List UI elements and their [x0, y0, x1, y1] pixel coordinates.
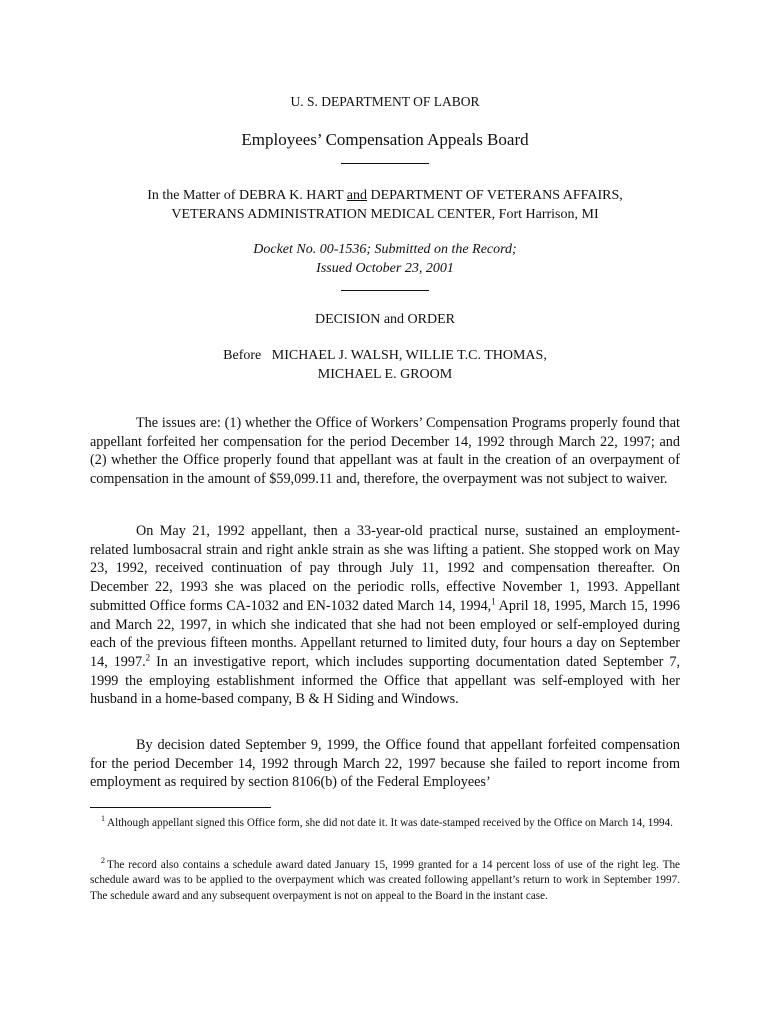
matter-and: and — [346, 188, 367, 203]
docket-divider — [341, 290, 429, 291]
decision-title: DECISION and ORDER — [315, 312, 455, 327]
title-divider — [341, 163, 429, 164]
docket-line-1: Docket No. 00-1536; Submitted on the Record; — [253, 242, 517, 257]
paragraph-facts: On May 21, 1992 appellant, then a 33-year-old practical nurse, sustained an employment-related lumbosacral strain and right ankle strain as she was lifting a patient. She stopped work on May 23, 1992, received continuation of pay through July 11, 1992 and compensation thereafter. On December 22, 1993 she was placed on the periodic rolls, effective November 1, 1993. Appellant submitted Office forms CA-1032 and EN-1032 dated March 14, 1994,$^1$ April 18, 1995, March 15, 1996 and March 22, 1997, in which she indicated that she had not been employed or self-employed during each of the previous fifteen months. Appellant returned to limited duty, four hours a day on September 14, 1997.$^2$ In an investigative report, which includes supporting documentation dated September 7, 1999 the employing establishment informed the Office that appellant was self-employed with her husband in a home-based company, B & H Siding and Windows. — [90, 523, 681, 708]
panel-line-1: Before MICHAEL J. WALSH, WILLIE T.C. THOMAS, — [223, 348, 547, 363]
docket-line-2: Issued October 23, 2001 — [316, 261, 454, 276]
paragraph-decision: By decision dated September 9, 1999, the Office found that appellant forfeited compensation for the period December 14, 1992 through March 22, 1997 because she failed to report income from employment as required by section 8106(b) of the Federal Employees’ — [90, 737, 680, 791]
footnote-2 — [90, 858, 680, 904]
footnote-ref-1[interactable]: 1 — [491, 596, 496, 607]
footnote-1-text: Although appellant signed this Office form, she did not date it. It was date-stamped received by the Office on March 14, 1994. — [107, 817, 673, 829]
board-title: Employees’ Compensation Appeals Board — [241, 130, 529, 149]
panel-members — [0, 346, 770, 384]
matter-line-2: VETERANS ADMINISTRATION MEDICAL CENTER, Fort Harrison, MI — [171, 207, 599, 222]
matter-line-1: In the Matter of DEBRA K. HART and DEPARTMENT OF VETERANS AFFAIRS, — [147, 188, 623, 203]
docket-info — [0, 240, 770, 278]
paragraph-issues: The issues are: (1) whether the Office of Workers’ Compensation Programs properly found that appellant forfeited her compensation for the period December 14, 1992 through March 22, 1997; and (2) whether the Office properly found that appellant was at fault in the creation of an overpayment of compensation in the amount of $59,099.11 and, therefore, the overpayment was not subject to waiver. — [90, 415, 680, 488]
panel-line-2: MICHAEL E. GROOM — [317, 367, 453, 382]
matter-caption — [0, 186, 770, 224]
agency-heading: U. S. DEPARTMENT OF LABOR — [290, 94, 480, 109]
footnote-1-number: 1 — [101, 814, 105, 824]
footnote-ref-2[interactable]: 2 — [145, 652, 151, 663]
footnote-2-text: The record also contains a schedule award dated January 15, 1999 granted for a 14 percent loss of use of the right leg. The schedule award was to be applied to the overpayment which was created following appellant’s return to work in September 1997. The schedule award and any subsequent overpayment is not on appeal to the Board in the instant case. — [90, 859, 680, 902]
footnote-2-number: 2 — [101, 856, 105, 866]
footnote-1 — [90, 816, 680, 831]
footnote-divider — [90, 807, 271, 808]
